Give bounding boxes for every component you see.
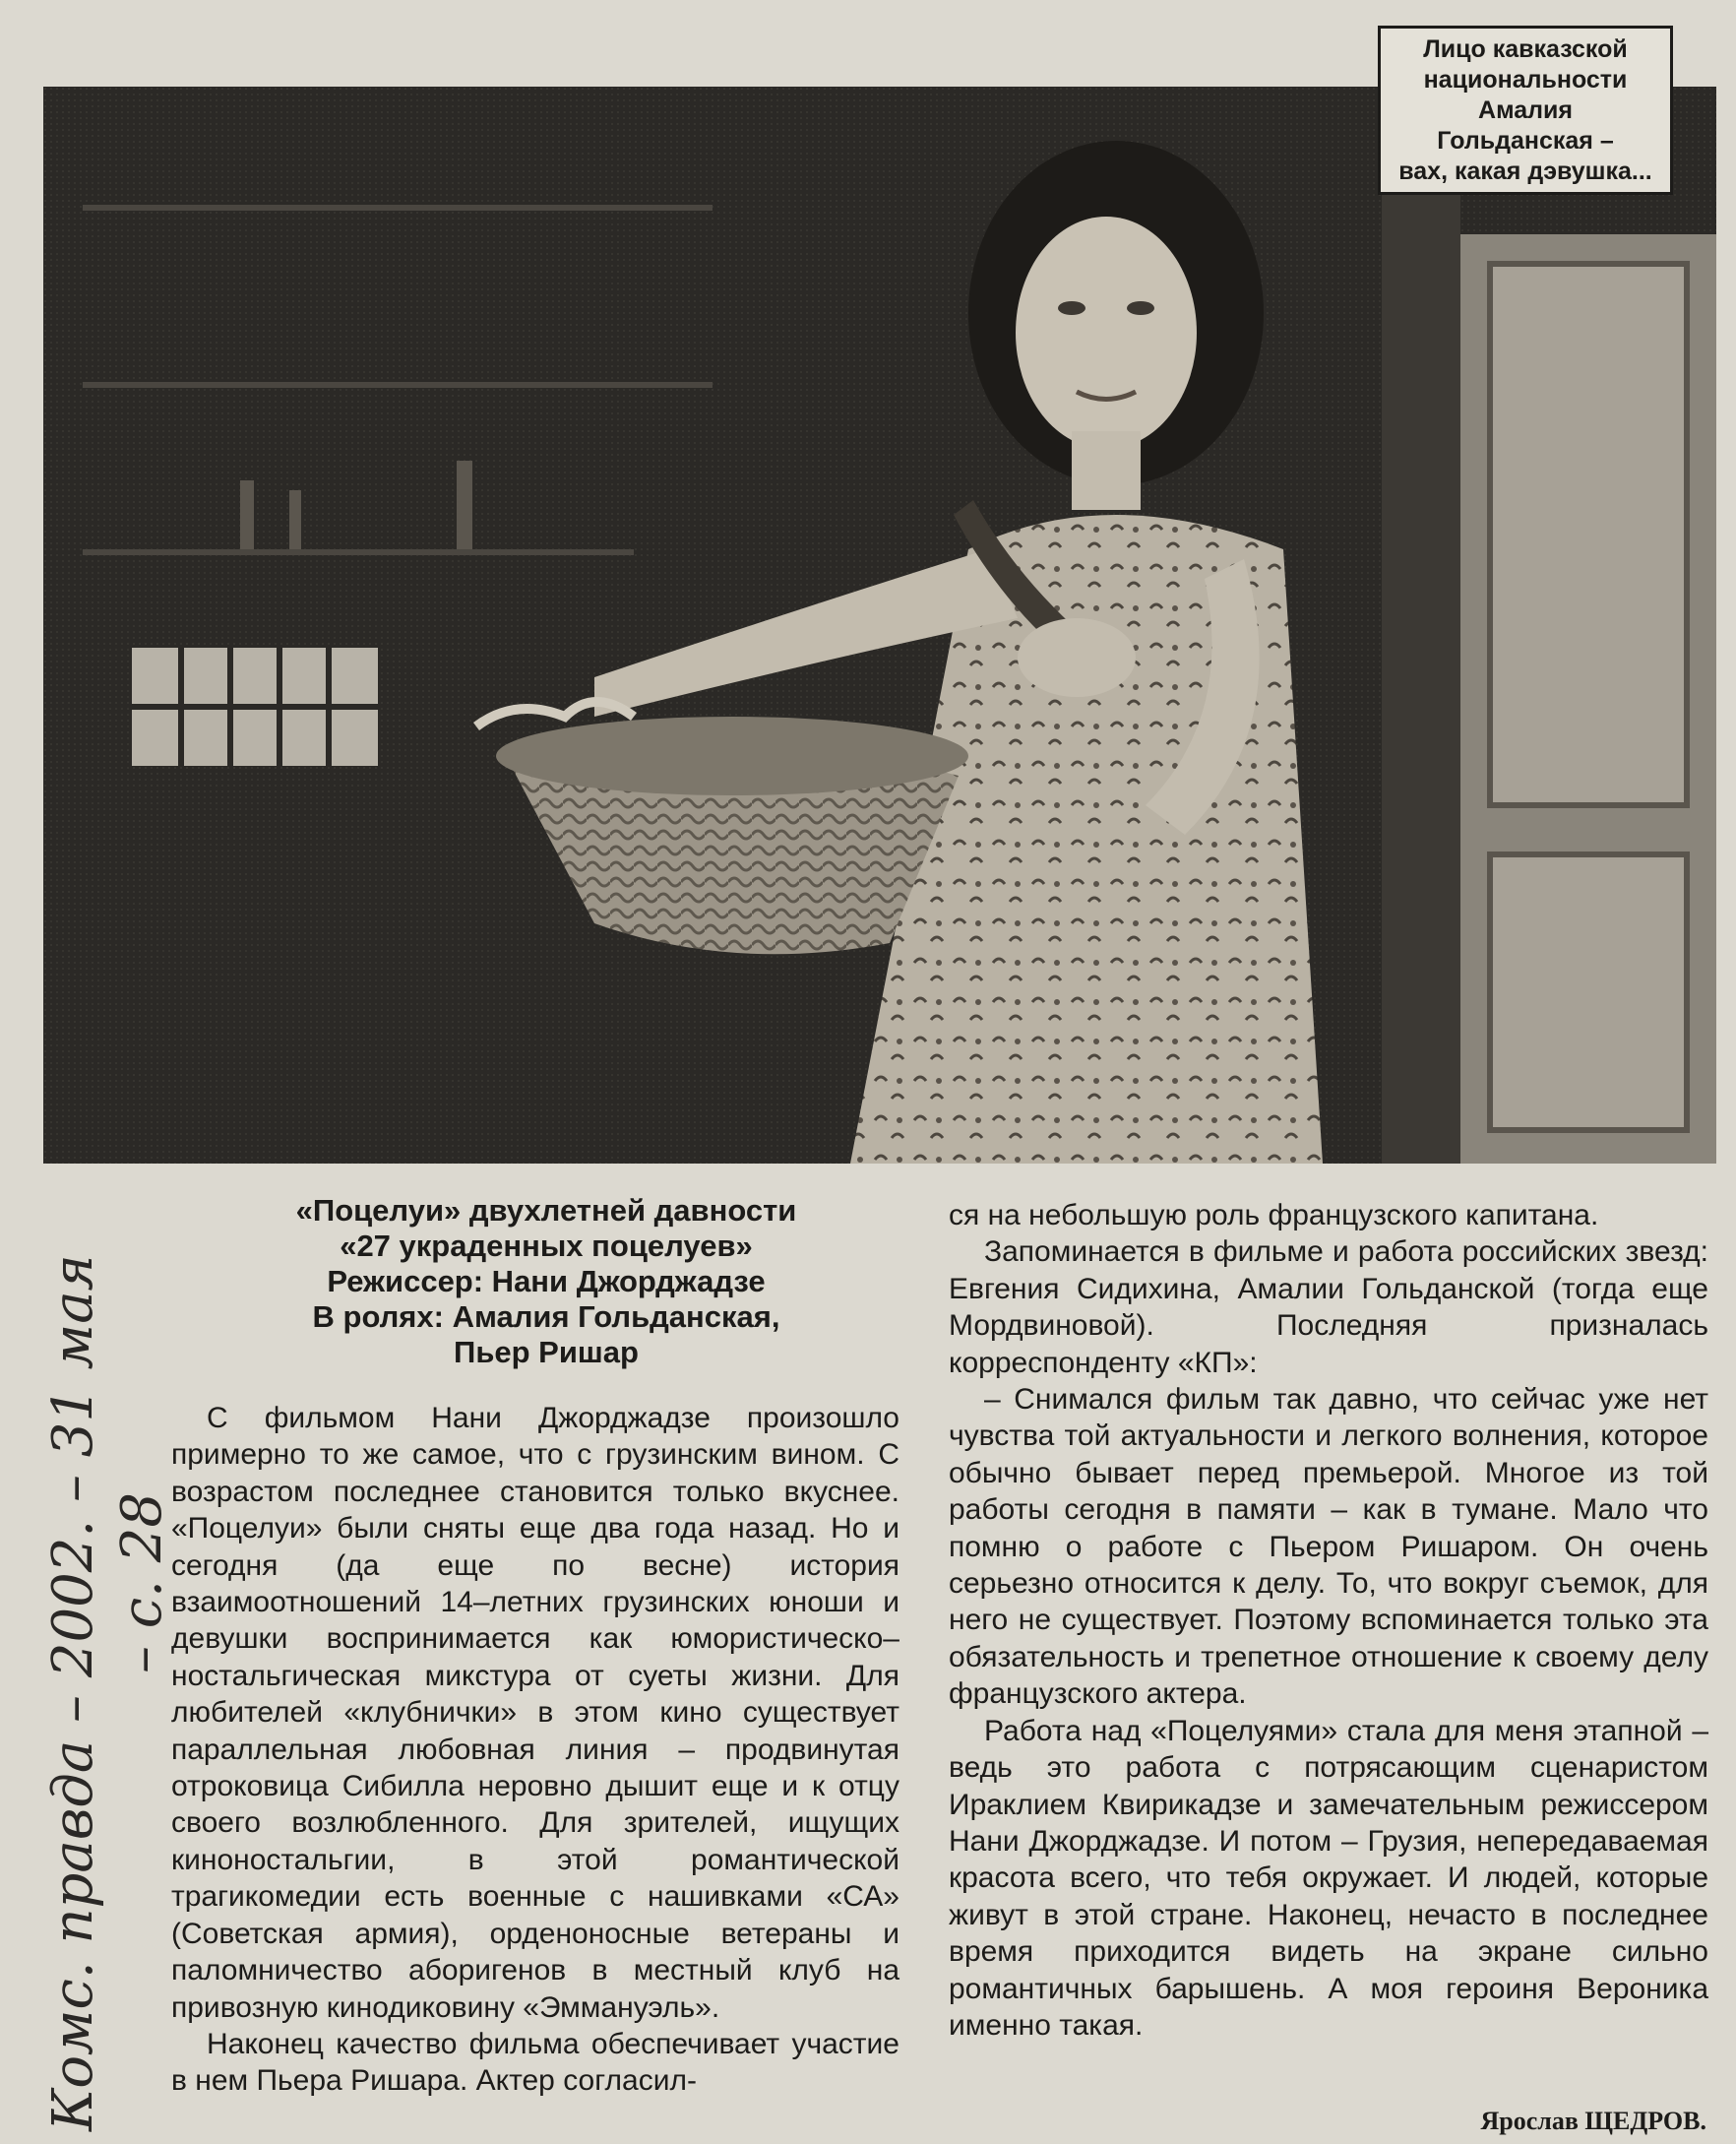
caption-line: национальности <box>1423 65 1628 94</box>
headline-line: «27 украденных поцелуев» <box>340 1229 753 1263</box>
photo-caption <box>1378 26 1673 195</box>
article-column-left <box>171 1400 899 2100</box>
headline-line: Режиссер: Нани Джорджадзе <box>327 1264 766 1298</box>
article-photo <box>43 87 1716 1164</box>
article-paragraph: Работа над «Поцелуями» стала для меня этапной – ведь это работа с потрясающим сценаристом Ираклием Квирикадзе и замечательным режиссером Нани Джорджадзе. И потом – Грузия, непередаваемая красота всего, что тебя окружает. И людей, которые живут в этой стране. Наконец, нечасто в последнее время приходится видеть на экране сильно романтичных барышень. А моя героиня Вероника именно такая. <box>949 1714 1708 2042</box>
handwritten-line: – с. 28 <box>110 1491 174 1673</box>
article-column-right <box>949 1197 1708 2044</box>
caption-line: Гольданская – <box>1437 126 1614 155</box>
article-paragraph: Запоминается в фильме и работа российских звезд: Евгения Сидихина, Амалии Гольданской (тогда еще Мордвиновой). Последняя призналась корреспонденту «КП»: <box>949 1235 1708 1379</box>
headline-line: «Поцелуи» двухлетней давности <box>295 1193 797 1228</box>
caption-line: Амалия <box>1478 95 1573 124</box>
headline-line: Пьер Ришар <box>454 1335 639 1369</box>
article-paragraph: С фильмом Нани Джорджадзе произошло примерно то же самое, что с грузинским вином. С возрастом последнее становится только вкуснее. «Поцелуи» были сняты еще два года назад. Но и сегодня (да еще по весне) история взаимоотношений 14–летних грузинских юноши и девушки воспринимается как юмористическо–ностальгическая микстура от суеты жизни. Для любителей «клубнички» в этом кино существует параллельная любовная линия – продвинутая отроковица Сибилла неровно дышит еще и к отцу своего возлюбленного. Для зрителей, ищущих киноностальгии, в этой романтической трагикомедии есть военные с нашивками «СА» (Советская армия), орденоносные ветераны и паломничество аборигенов в местный клуб на привозную кинодиковину «Эммануэль». <box>171 1402 899 2024</box>
article-headline <box>207 1193 886 1370</box>
headline-line: В ролях: Амалия Гольданская, <box>312 1299 780 1334</box>
caption-line: вах, какая дэвушка... <box>1398 157 1652 185</box>
article-paragraph: – Снимался фильм так давно, что сейчас уже нет чувства той актуальности и легкого волнения, которое обычно бывает перед премьерой. Многое из той работы сегодня в памяти – как в тумане. Мало что помню о работе с Пьером Ришаром. Он очень серьезно относится к делу. То, что вокруг съемок, для него не существует. Поэтому вспоминается только эта обязательность и трепетное отношение к своему делу французского актера. <box>949 1383 1708 1711</box>
article-paragraph: Наконец качество фильма обеспечивает участие в нем Пьера Ришара. Актер согласил- <box>171 2027 899 2098</box>
handwritten-line: Комс. правда – 2002. – 31 мая <box>41 1254 105 2131</box>
photo-illustration <box>43 87 1716 1164</box>
article-author: Ярослав ЩЕДРОВ. <box>1480 2107 1706 2135</box>
caption-line: Лицо кавказской <box>1423 34 1628 63</box>
handwritten-source-note <box>20 1191 177 2136</box>
article-paragraph-continued: ся на небольшую роль французского капитана. <box>949 1199 1599 1231</box>
